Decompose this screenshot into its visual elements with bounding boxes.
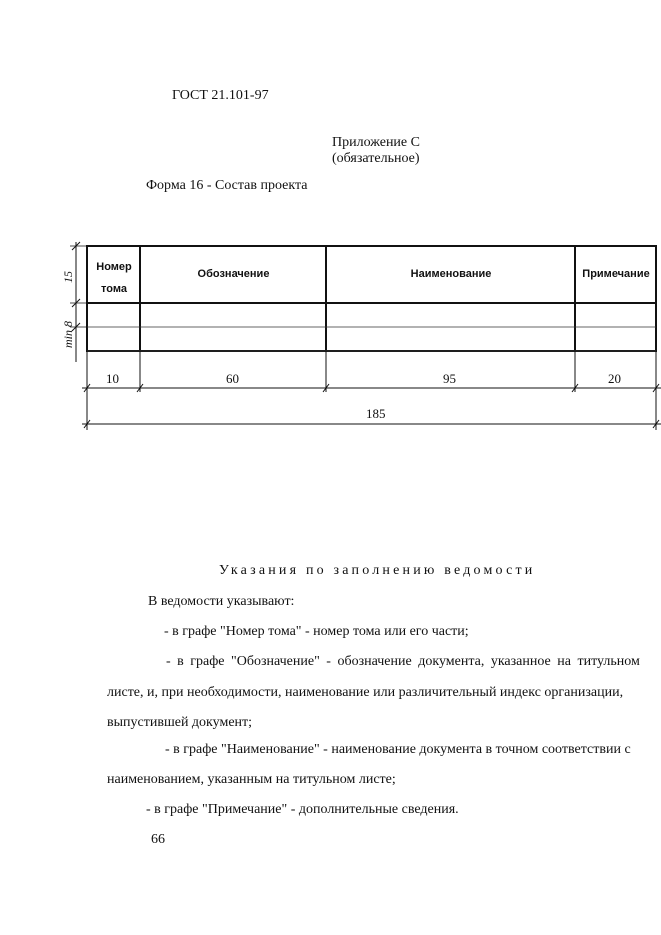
page-number: 66 bbox=[151, 832, 165, 847]
instruction-item-2-line-2: листе, и, при необходимости, наименование или различительный индекс организации, bbox=[107, 685, 624, 700]
instructions-intro: В ведомости указывают: bbox=[148, 594, 295, 609]
header-note: Примечание bbox=[582, 268, 650, 280]
header-height-dim: 15 bbox=[61, 271, 75, 283]
instruction-item-2-line-3: выпустившей документ; bbox=[107, 715, 253, 730]
instructions-title: Указания по заполнению ведомости bbox=[219, 563, 536, 578]
row-height-dim: min 8 bbox=[61, 321, 75, 348]
appendix-title: Приложение С bbox=[332, 135, 420, 150]
header-designation: Обозначение bbox=[197, 268, 270, 280]
form-title: Форма 16 - Состав проекта bbox=[146, 178, 308, 193]
width-dim-95: 95 bbox=[443, 371, 456, 386]
total-width-dim: 185 bbox=[366, 406, 386, 421]
header-volume-number: Номер тома bbox=[96, 261, 132, 295]
appendix-note: (обязательное) bbox=[332, 151, 420, 166]
header-name: Наименование bbox=[410, 268, 492, 280]
instruction-item-2-line-1: - в графе "Обозначение" - обозначение документа, указанное на титульном bbox=[166, 654, 640, 669]
width-dim-20: 20 bbox=[608, 371, 621, 386]
instruction-item-3-line-1: - в графе "Наименование" - наименование документа в точном соответствии с bbox=[165, 742, 631, 757]
width-dim-60: 60 bbox=[226, 371, 239, 386]
instruction-item-3-line-2: наименованием, указанным на титульном листе; bbox=[107, 772, 396, 787]
instruction-item-1: - в графе "Номер тома" - номер тома или его части; bbox=[164, 624, 469, 639]
standard-code: ГОСТ 21.101-97 bbox=[172, 88, 269, 103]
instruction-item-4: - в графе "Примечание" - дополнительные сведения. bbox=[146, 802, 459, 817]
table-border bbox=[87, 246, 656, 351]
width-dim-10: 10 bbox=[106, 371, 119, 386]
